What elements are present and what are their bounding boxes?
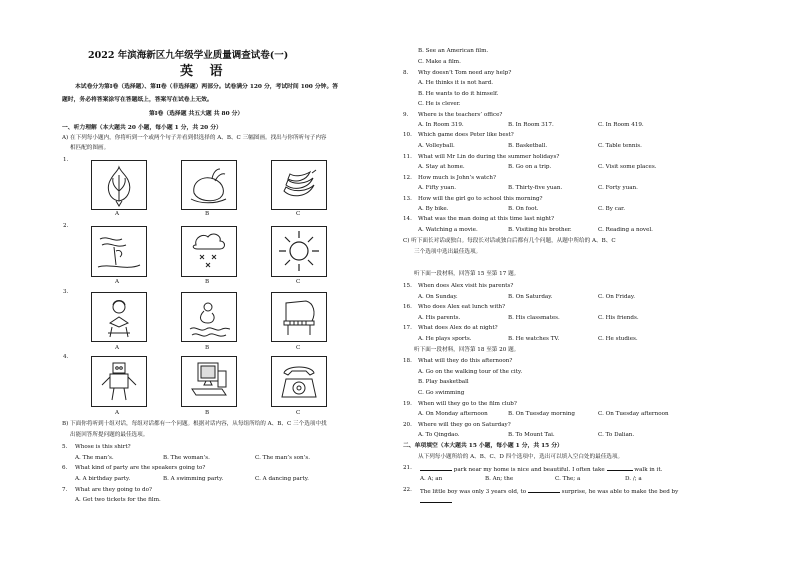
question-number: 15. xyxy=(403,283,412,289)
piano-icon xyxy=(272,293,326,341)
answer-option-a[interactable]: A. Go on the walking tour of the city. xyxy=(418,369,523,375)
option-label-c: C xyxy=(296,345,301,351)
question-number: 2. xyxy=(63,223,69,229)
question-text: Where will they go on Saturday? xyxy=(418,422,511,428)
answer-option-a[interactable]: A. By bike. xyxy=(418,206,449,212)
answer-option-c[interactable]: C. In Room 419. xyxy=(598,122,644,128)
question-number: 6. xyxy=(62,465,68,471)
question-number: 9. xyxy=(403,112,409,118)
partB-instruction-1: B) 下面你将听到十组对话，每组对话都有一个问题。根据对话内容，从每组所给的 A、B、C 三个选项中找 xyxy=(62,421,327,427)
answer-option-c[interactable]: C. Go swimming xyxy=(418,390,465,396)
volume-heading: 第Ⅰ卷（选择题 共五大题 共 80 分） xyxy=(149,111,244,117)
option-label-b: B xyxy=(205,345,210,351)
section1-heading: 一、听力理解（本大题共 20 小题，每小题 1 分，共 20 分） xyxy=(62,125,222,131)
partB-instruction-2: 出能回答所提问题的最佳选项。 xyxy=(70,432,149,438)
answer-option-b[interactable]: B. He wants to do it himself. xyxy=(418,91,499,97)
answer-option-b[interactable]: B. An; the xyxy=(485,476,514,482)
answer-option-b[interactable]: B. Play basketball xyxy=(418,379,469,385)
fill-in-question xyxy=(420,487,678,496)
blank-input[interactable] xyxy=(420,497,452,503)
option-label-b: B xyxy=(205,211,210,217)
answer-option-c[interactable]: C. Make a film. xyxy=(418,59,461,65)
picture-option-4a[interactable] xyxy=(91,356,147,407)
answer-option-a[interactable]: A. Watching a movie. xyxy=(418,227,478,233)
picture-option-2c[interactable] xyxy=(271,226,327,277)
question-number: 21. xyxy=(403,465,412,471)
option-label-b: B xyxy=(205,279,210,285)
answer-option-a[interactable]: A. A birthday party. xyxy=(75,476,131,482)
question-text: What does Alex do at night? xyxy=(418,325,498,331)
option-label-a: A xyxy=(115,211,120,217)
robot-toy-icon xyxy=(92,357,146,406)
fill-in-continuation xyxy=(420,497,452,506)
question-text: How will the girl go to school this morning? xyxy=(418,196,543,202)
question-text: Which game does Peter like best? xyxy=(418,132,514,138)
answer-option-a[interactable]: A. Get two tickets for the film. xyxy=(75,497,161,503)
picture-option-4c[interactable] xyxy=(271,356,327,407)
question-number: 3. xyxy=(63,289,69,295)
partC-instruction-1: C) 听下面长对话或独白。每段长对话或独白后都有几个问题，从题中所给的 A、B、C xyxy=(403,238,616,244)
question-text: When does Alex visit his parents? xyxy=(418,283,514,289)
bananas-icon xyxy=(272,161,326,209)
question-text: What will they do this afternoon? xyxy=(418,358,513,364)
section2-instruction: 从下列每小题所给的 A、B、C、D 四个选项中，选出可以填入空白处的最佳选项。 xyxy=(418,454,624,460)
section2-heading: 二、单项填空（本大题共 15 小题，每小题 1 分，共 15 分） xyxy=(403,443,563,449)
answer-option-b[interactable]: B. Thirty-five yuan. xyxy=(508,185,563,191)
answer-option-c[interactable]: C. Forty yuan. xyxy=(598,185,638,191)
picture-option-1a[interactable] xyxy=(91,160,147,210)
question-text: The little boy was only 3 years old, to xyxy=(420,489,528,495)
snow-icon xyxy=(182,227,236,276)
question-number: 8. xyxy=(403,70,409,76)
picture-option-2a[interactable] xyxy=(91,226,147,277)
blank-input[interactable] xyxy=(607,465,633,471)
option-label-c: C xyxy=(296,410,301,416)
question-number: 4. xyxy=(63,354,69,360)
roast-chicken-icon xyxy=(182,161,236,209)
answer-option-c[interactable]: C. By car. xyxy=(598,206,625,212)
answer-option-c[interactable]: C. Table tennis. xyxy=(598,143,642,149)
answer-option-b[interactable]: B. Visiting his brother. xyxy=(508,227,572,233)
question-text: Why doesn’t Tom need any help? xyxy=(418,70,512,76)
telephone-icon xyxy=(272,357,326,406)
question-number: 17. xyxy=(403,325,412,331)
answer-option-b[interactable]: B. See an American film. xyxy=(418,48,489,54)
question-number: 10. xyxy=(403,132,412,138)
option-label-b: B xyxy=(205,410,210,416)
answer-option-b[interactable]: B. A swimming party. xyxy=(163,476,224,482)
partA-instruction-2: 相匹配的图画。 xyxy=(70,145,110,151)
question-text: walk in it. xyxy=(632,467,663,473)
answer-option-c[interactable]: C. To Dalian. xyxy=(598,432,635,438)
question-number: 14. xyxy=(403,216,412,222)
partA-instruction-1: A) 在下列每小题内，你将听到一个或两个句子并看到供选择的 A、B、C 三幅图画。找出与你所听句子内容 xyxy=(62,135,327,141)
question-text: park near my home is nice and beautiful. I often take xyxy=(452,467,607,473)
option-label-a: A xyxy=(115,345,120,351)
answer-option-b[interactable]: B. Go on a trip. xyxy=(508,164,552,170)
partC-instruction-2: 三个选项中选出最佳选项。 xyxy=(414,249,482,255)
windy-icon xyxy=(92,227,146,276)
question-text: Whose is this shirt? xyxy=(75,444,131,450)
answer-option-b[interactable]: B. On Tuesday morning xyxy=(508,411,575,417)
option-label-a: A xyxy=(115,279,120,285)
sun-icon xyxy=(272,227,326,276)
blank-input[interactable] xyxy=(420,465,452,471)
listening-material-note: 听下面一段材料，回答第 15 至第 17 题。 xyxy=(414,271,520,277)
picture-option-1b[interactable] xyxy=(181,160,237,210)
answer-option-b[interactable]: B. Basketball. xyxy=(508,143,548,149)
question-number: 5. xyxy=(62,444,68,450)
answer-option-a[interactable]: A. He thinks it is not hard. xyxy=(418,80,494,86)
picture-option-2b[interactable] xyxy=(181,226,237,277)
listening-material-note: 听下面一段材料，回答第 18 至第 20 题。 xyxy=(414,347,520,353)
answer-option-c[interactable]: C. He studies. xyxy=(598,336,638,342)
picture-option-3a[interactable] xyxy=(91,292,147,342)
answer-option-a[interactable]: A. Fifty yuan. xyxy=(418,185,457,191)
answer-option-b[interactable]: B. To Mount Tai. xyxy=(508,432,555,438)
question-number: 7. xyxy=(62,487,68,493)
question-text: What are they going to do? xyxy=(75,487,152,493)
question-text: How much is John’s watch? xyxy=(418,175,497,181)
picture-option-4b[interactable] xyxy=(181,356,237,407)
question-number: 11. xyxy=(403,154,412,160)
picture-option-3c[interactable] xyxy=(271,292,327,342)
answer-option-a[interactable]: A. A; an xyxy=(420,476,443,482)
question-text: surprise, he was able to make the bed by xyxy=(559,489,679,495)
question-number: 22. xyxy=(403,487,412,493)
answer-option-c[interactable]: C. His friends. xyxy=(598,315,639,321)
question-number: 13. xyxy=(403,196,412,202)
question-number: 16. xyxy=(403,304,412,310)
question-text: What was the man doing at this time last night? xyxy=(418,216,555,222)
question-number: 12. xyxy=(403,175,412,181)
answer-option-b[interactable]: B. In Room 317. xyxy=(508,122,554,128)
answer-option-c[interactable]: C. He is clever. xyxy=(418,101,461,107)
answer-option-a[interactable]: A. The man’s. xyxy=(75,455,114,461)
question-number: 1. xyxy=(63,157,69,163)
answer-option-b[interactable]: B. The woman’s. xyxy=(163,455,210,461)
fill-in-question xyxy=(420,465,662,474)
question-number: 18. xyxy=(403,358,412,364)
girl-reading-icon xyxy=(92,293,146,341)
question-text: When will they go to the film club? xyxy=(418,401,517,407)
question-number: 20. xyxy=(403,422,412,428)
blank-input[interactable] xyxy=(528,487,560,493)
answer-option-b[interactable]: B. He watches TV. xyxy=(508,336,560,342)
answer-option-c[interactable]: C. Visit some places. xyxy=(598,164,657,170)
answer-option-a[interactable]: A. He plays sports. xyxy=(418,336,472,342)
answer-option-b[interactable]: B. His classmates. xyxy=(508,315,560,321)
option-label-a: A xyxy=(115,410,120,416)
question-number: 19. xyxy=(403,401,412,407)
answer-option-a[interactable]: A. Stay at home. xyxy=(418,164,465,170)
option-label-c: C xyxy=(296,279,301,285)
option-label-c: C xyxy=(296,211,301,217)
answer-option-a[interactable]: A. To Qingdao. xyxy=(418,432,460,438)
question-text: What will Mr Lin do during the summer holidays? xyxy=(418,154,560,160)
cabbage-icon xyxy=(92,161,146,209)
exam-title: 2022 年滨海新区九年级学业质量调查试卷(一) xyxy=(88,50,289,61)
answer-option-b[interactable]: B. On Saturday. xyxy=(508,294,553,300)
question-text: What kind of party are the speakers going to? xyxy=(75,465,206,471)
answer-option-a[interactable]: A. Volleyball. xyxy=(418,143,455,149)
answer-option-c[interactable]: C. On Friday. xyxy=(598,294,636,300)
picture-option-3b[interactable] xyxy=(181,292,237,342)
answer-option-a[interactable]: A. On Sunday. xyxy=(418,294,458,300)
answer-option-a[interactable]: A. On Monday afternoon xyxy=(418,411,488,417)
question-text: Where is the teachers’ office? xyxy=(418,112,503,118)
subject-title: 英 语 xyxy=(180,64,229,79)
computer-icon xyxy=(182,357,236,406)
answer-option-c[interactable]: C. Reading a novel. xyxy=(598,227,653,233)
answer-option-d[interactable]: D. /; a xyxy=(625,476,642,482)
answer-option-c[interactable]: C. On Tuesday afternoon xyxy=(598,411,669,417)
answer-option-b[interactable]: B. On foot. xyxy=(508,206,539,212)
swimmer-icon xyxy=(182,293,236,341)
question-text: Who does Alex eat lunch with? xyxy=(418,304,506,310)
intro-line-2: 题时，务必将答案涂写在答题纸上，答案写在试卷上无效。 xyxy=(62,97,213,103)
answer-option-c[interactable]: C. A dancing party. xyxy=(255,476,309,482)
intro-line-1: 本试卷分为第Ⅰ卷（选择题）、第Ⅱ卷（非选择题）两部分。试卷满分 120 分，考试时间 100 分钟。答 xyxy=(75,84,339,90)
answer-option-a[interactable]: A. His parents. xyxy=(418,315,461,321)
answer-option-c[interactable]: C. The; a xyxy=(555,476,581,482)
answer-option-a[interactable]: A. In Room 319. xyxy=(418,122,464,128)
picture-option-1c[interactable] xyxy=(271,160,327,210)
answer-option-c[interactable]: C. The man’s son’s. xyxy=(255,455,310,461)
